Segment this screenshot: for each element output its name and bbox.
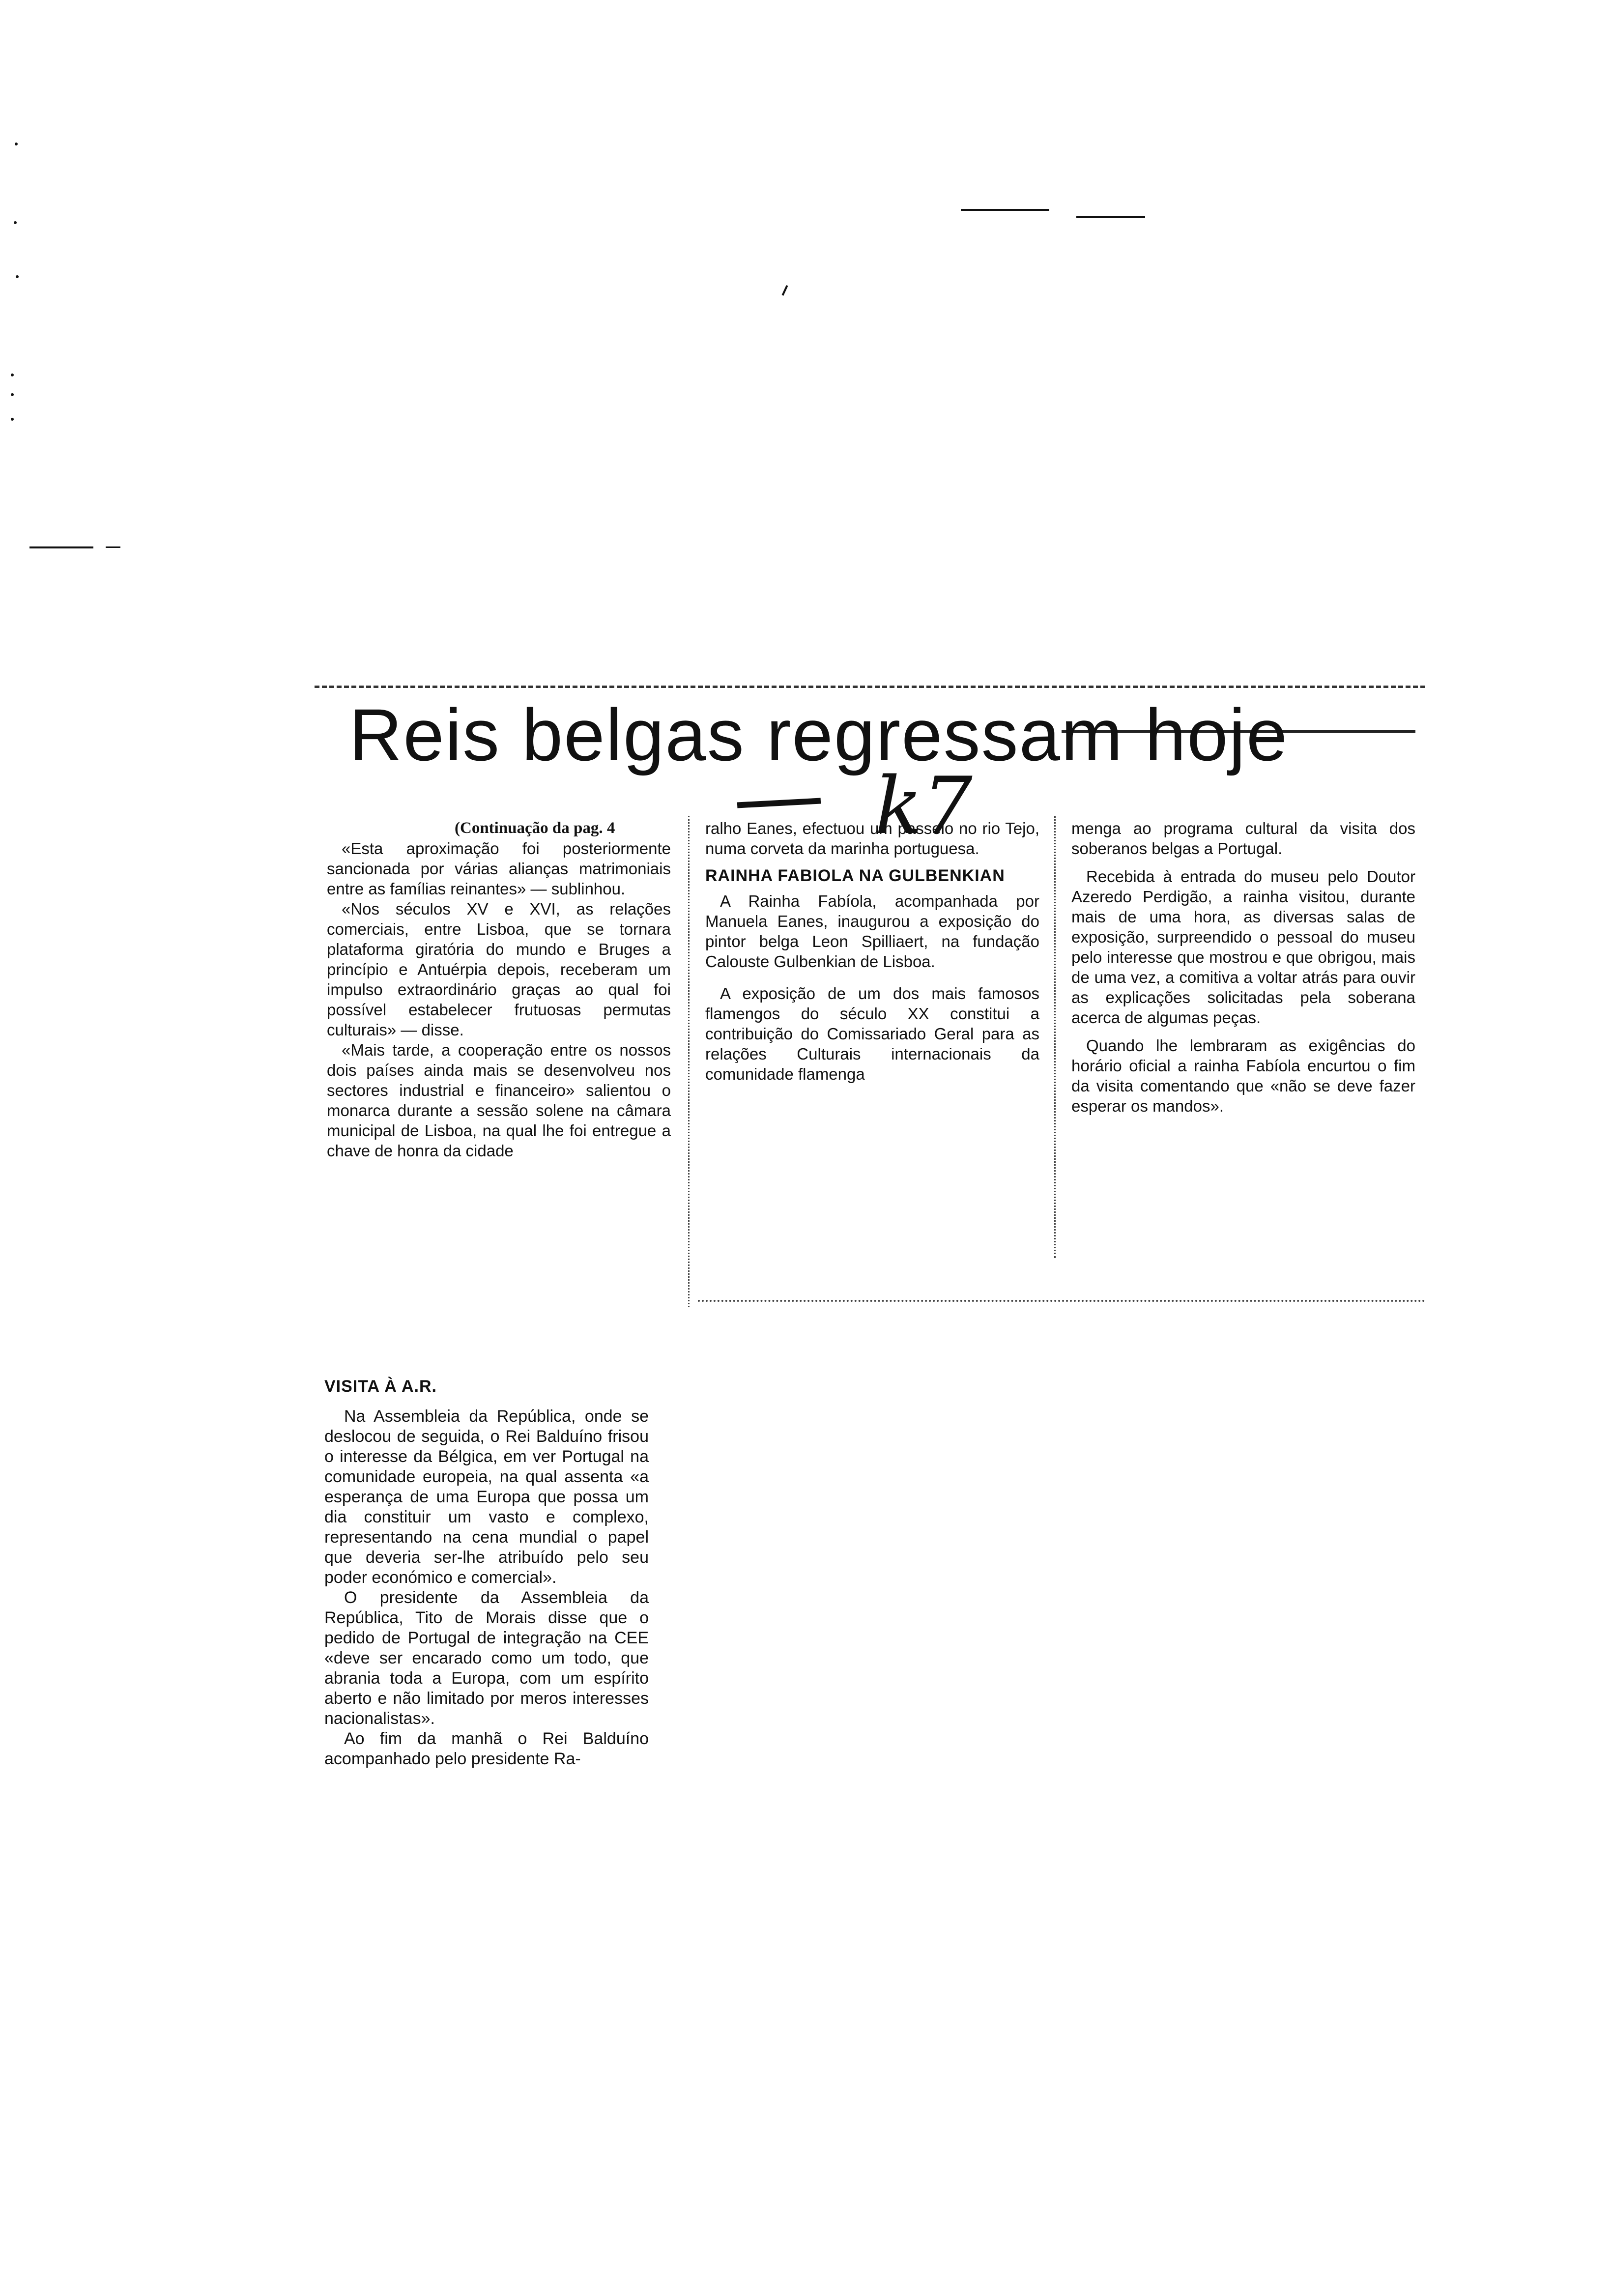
scan-speck <box>11 373 14 376</box>
paragraph: menga ao programa cultural da visita dos soberanos belgas a Portugal. <box>1071 819 1415 858</box>
newspaper-clipping <box>315 686 1425 1307</box>
article-column-2 <box>705 818 1039 1084</box>
column-divider <box>1054 816 1057 1258</box>
scan-speck <box>14 221 17 224</box>
scan-line <box>106 546 120 548</box>
article-column-3 <box>1071 818 1415 1116</box>
paragraph: ralho Eanes, efectuou um passeio no rio Tejo, numa corveta da marinha portuguesa. <box>705 819 1039 858</box>
scan-speck <box>11 393 14 396</box>
paragraph: A Rainha Fabíola, acompanhada por Manuela Eanes, inaugurou a exposição do pintor belga Leon Spilliaert, na fundação Calouste Gulbenkian de Lisboa. <box>705 892 1039 971</box>
paragraph: Quando lhe lembraram as exigências do horário oficial a rainha Fabíola encurtou o fim da visita comentando que «não se deve fazer esperar os mandos». <box>1071 1036 1415 1115</box>
paragraph: O presidente da Assembleia da República, Tito de Morais disse que o pedido de Portugal de integração na CEE «deve ser encarado como um todo, que abrania toda a Europa, com um espírito aberto e não limitado por meros interesses nacionalistas». <box>324 1588 649 1728</box>
paragraph: «Esta aproximação foi posteriormente sancionada por várias alianças matrimoniais entre as famílias reinantes» — sublinhou. <box>327 839 671 898</box>
scan-speck <box>15 143 18 145</box>
paragraph: Na Assembleia da República, onde se deslocou de seguida, o Rei Balduíno frisou o interesse da Bélgica, em ver Portugal na comunidade europeia, na qual assenta «a esperança de uma Europa que possa um dia constituir um vasto e complexo, representando na cena mundial o papel que deveria ser-lhe atribuído pelo seu poder económico e comercial». <box>324 1407 649 1587</box>
scan-line <box>1076 216 1145 218</box>
scan-line <box>29 546 93 548</box>
paragraph: Recebida à entrada do museu pelo Doutor Azeredo Perdigão, a rainha visitou, durante mais de uma hora, as diversas salas de exposição, surpreendido o pessoal do museu pelo interesse que mostrou e que obrigou, mais de uma vez, a comitiva a voltar atrás para ouvir as explicações solicitadas pela soberana acerca de algumas peças. <box>1071 867 1415 1027</box>
column-divider <box>698 1300 1425 1304</box>
paragraph: «Mais tarde, a cooperação entre os nossos dois países ainda mais se desenvolveu nos sectores industrial e financeiro» salientou o monarca durante a sessão solene na câmara municipal de Lisboa, na qual lhe foi entregue a chave de honra da cidade <box>327 1041 671 1160</box>
scan-speck <box>16 275 19 278</box>
scan-line <box>961 209 1049 211</box>
article-column-1 <box>327 818 671 1161</box>
column-divider <box>688 816 691 1307</box>
scan-speck <box>11 418 14 421</box>
handwritten-annotation: k7 <box>875 760 973 852</box>
paragraph: A exposição de um dos mais famosos flamengos do século XX constitui a contribuição do Comissariado Geral para as relações Culturais internacionais da comunidade flamenga <box>705 984 1039 1083</box>
continuation-note: (Continuação da pag. 4 <box>455 819 615 837</box>
paragraph: «Nos séculos XV e XVI, as relações comerciais, entre Lisboa, que se tornara plataforma giratória do mundo e Bruges a princípio e Antuérpia depois, receberam um impulso extraordinário graças ao qual foi possível estabelecer frutuosas permutas culturais» — disse. <box>327 900 671 1039</box>
pen-underline <box>737 798 821 808</box>
article-headline: Reis belgas regressam hoje <box>349 693 1289 776</box>
paragraph: Ao fim da manhã o Rei Balduíno acompanhado pelo presidente Ra- <box>324 1729 649 1768</box>
section-subhead: VISITA À A.R. <box>324 1377 437 1396</box>
scan-line <box>782 285 788 296</box>
section-subhead: RAINHA FABIOLA NA GULBENKIAN <box>705 866 1005 885</box>
article-lower-column <box>324 1376 649 1769</box>
